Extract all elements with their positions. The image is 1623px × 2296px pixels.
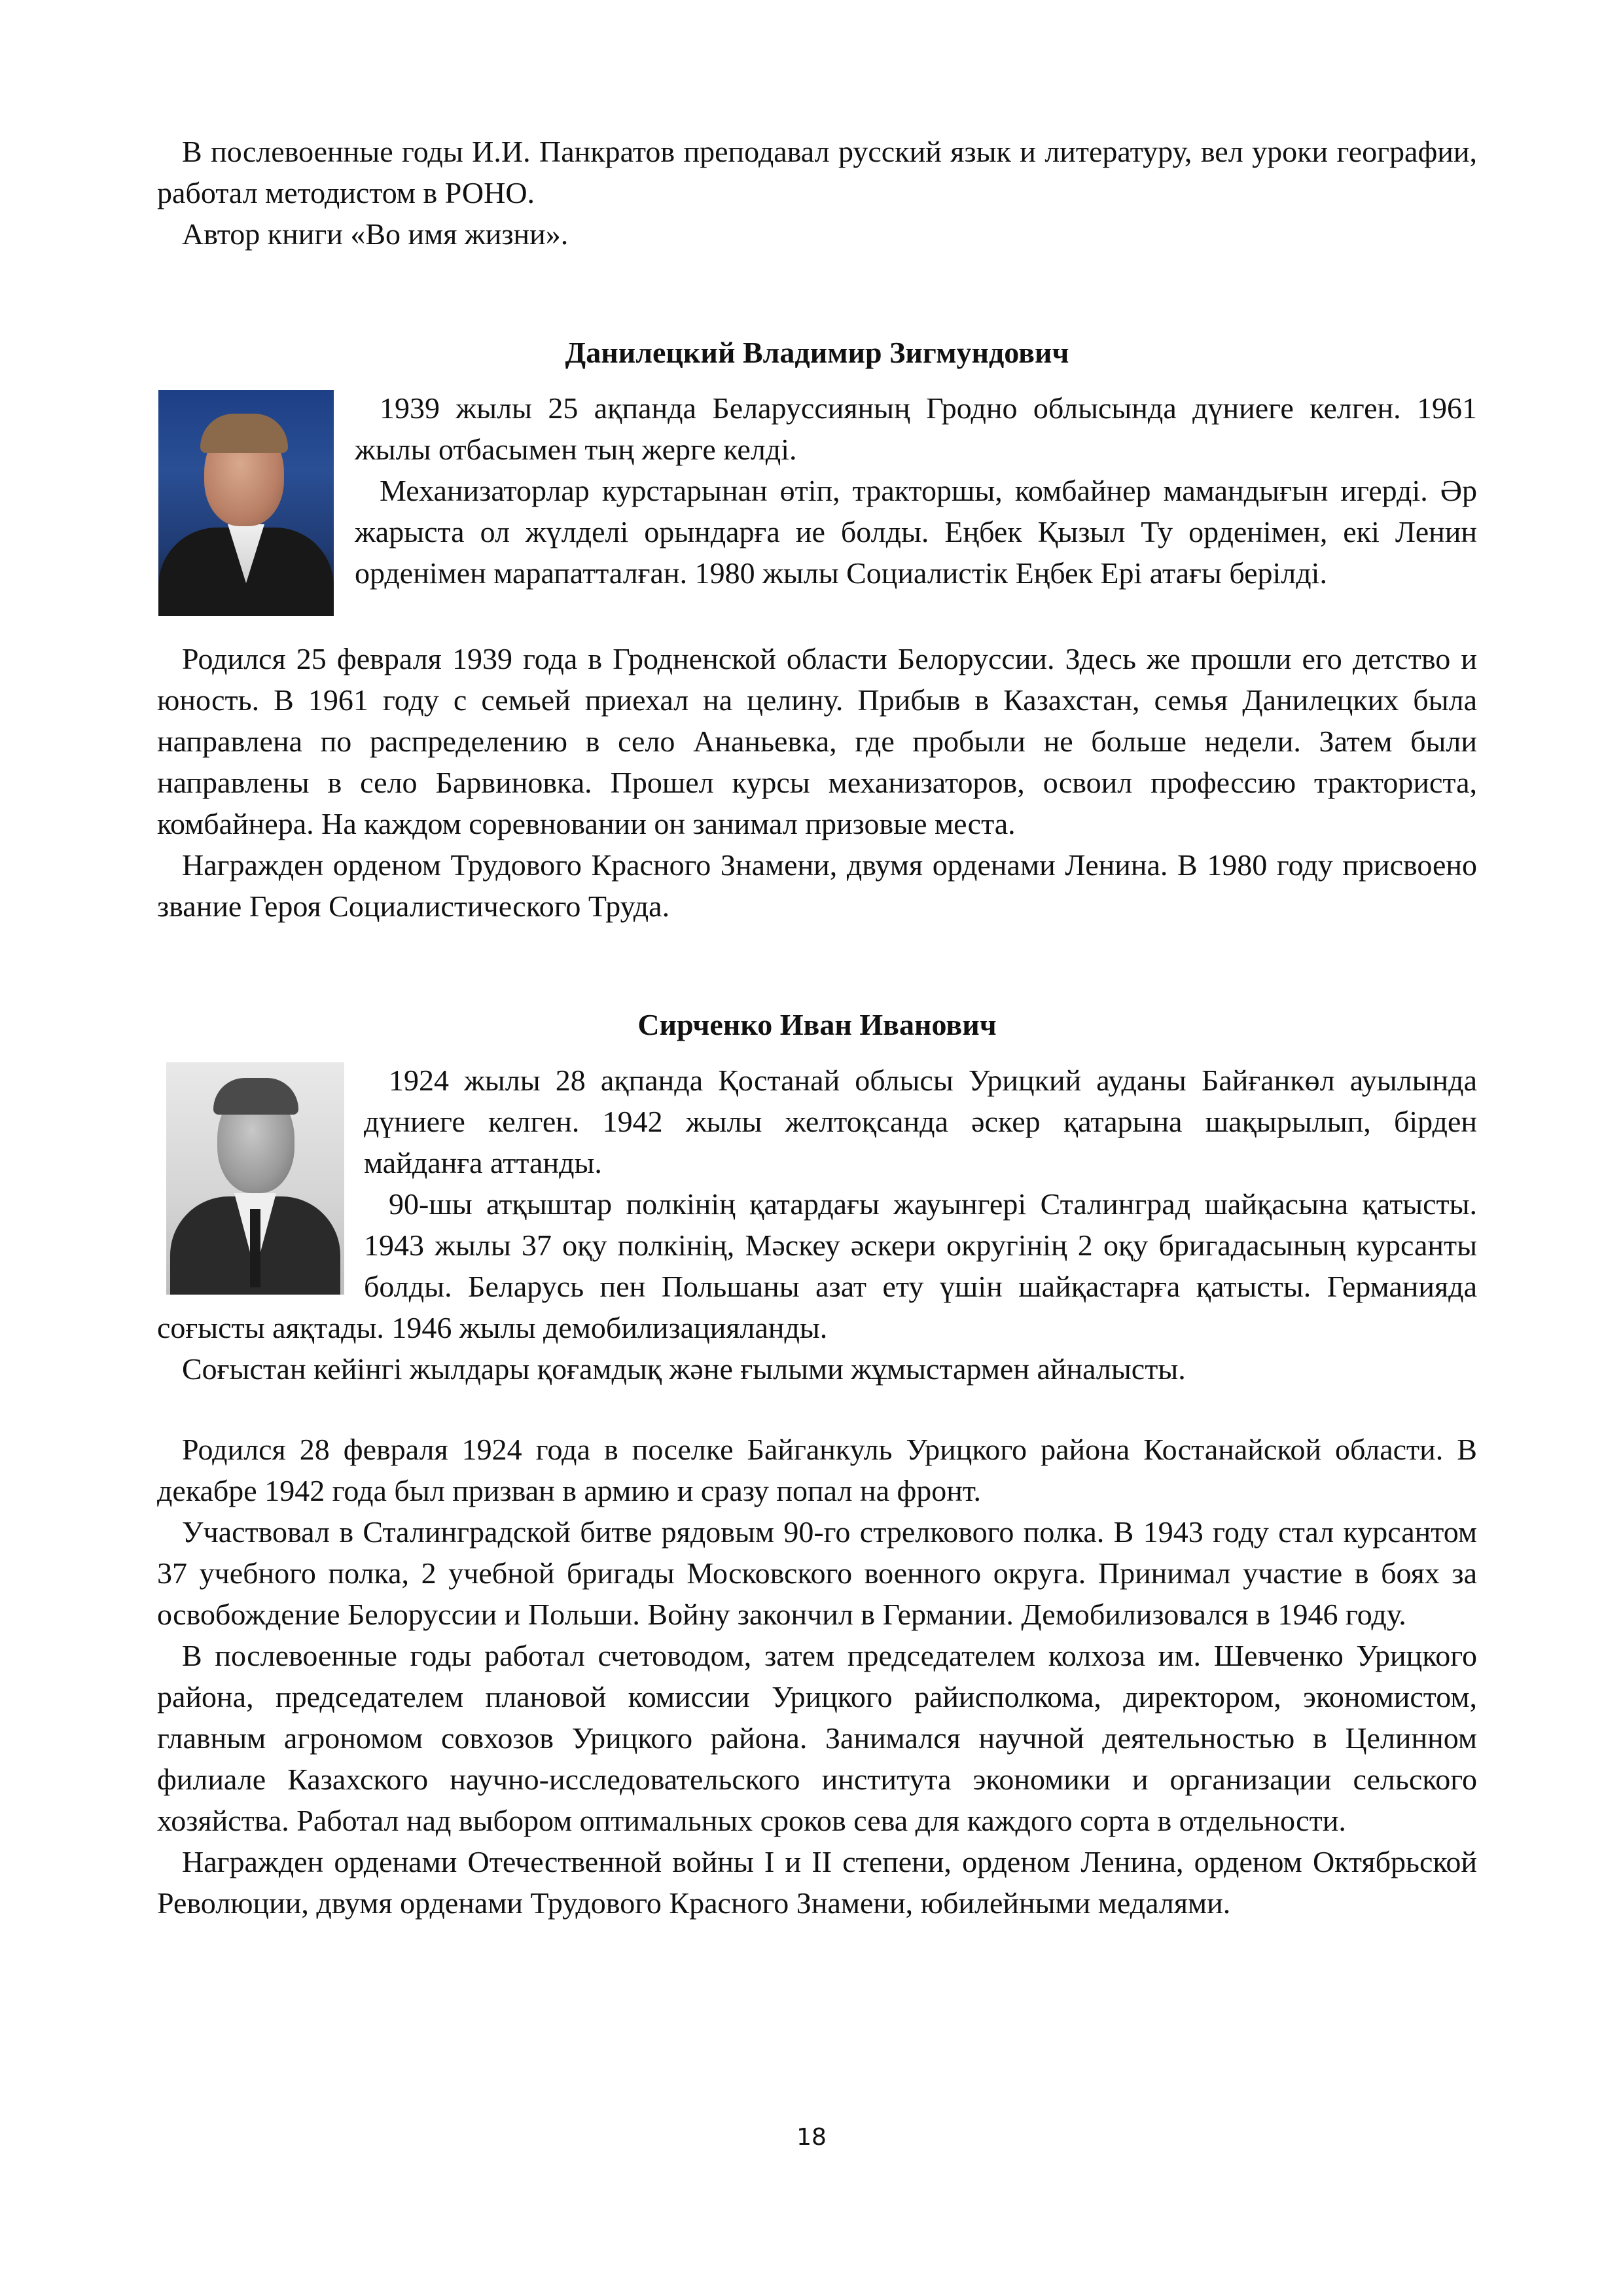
intro-paragraph-1: В послевоенные годы И.И. Панкратов преподавал русский язык и литературу, вел уроки географии, работал методистом в РОНО. <box>157 135 1477 209</box>
ru-paragraph-4: Награжден орденами Отечественной войны I и II степени, орденом Ленина, орденом Октябрьской Революции, двумя орденами Трудового Красного Знамени, юбилейными медалями. <box>157 1845 1477 1920</box>
person-heading-sirchenko: Сирченко Иван Иванович <box>637 1008 997 1041</box>
document-page <box>157 131 1477 1924</box>
kz-paragraph-1: 1939 жылы 25 ақпанда Беларуссияның Гродно облысында дүниеге келген. 1961 жылы отбасымен тың жерге келді. <box>355 391 1477 466</box>
ru-paragraph-2: Награжден орденом Трудового Красного Знамени, двумя орденами Ленина. В 1980 году присвоено звание Героя Социалистического Труда. <box>157 848 1477 923</box>
portrait-photo-danilecky <box>158 390 334 616</box>
bio-section-sirchenko <box>157 1060 1477 1390</box>
ru-paragraph-3: В послевоенные годы работал счетоводом, затем председателем колхоза им. Шевченко Урицкого района, председателем плановой комиссии Урицкого райисполкома, директором, экономистом, главным агрономом совхозов Урицкого района. Занимался научной деятельностью в Целинном филиале Казахского научно-исследовательского института экономики и организации сельского хозяйства. Работал над выбором оптимальных сроков сева для каждого сорта в отдельности. <box>157 1639 1477 1837</box>
kz-paragraph-2: Механизаторлар курстарынан өтіп, тракторшы, комбайнер мамандығын игерді. Әр жарыста ол жүлделі орындарға ие болды. Еңбек Қызыл Ту орденімен, екі Ленин орденімен марапатталған. 1980 жылы Социалистік Еңбек Ері атағы берілді. <box>355 474 1477 590</box>
page-number: 18 <box>796 2124 827 2151</box>
kz-paragraph-2: 90-шы атқыштар полкінің қатардағы жауынгері Сталинград шайқасына қатысты. 1943 жылы 37 оқу полкінің, Мәскеу әскери округінің 2 оқу бригадасының курсанты болды. Беларусь пен Польшаны азат ету үшін шайқастарға қатысты. Германияда соғысты аяқтады. 1946 жылы демобилизацияланды. <box>157 1187 1477 1344</box>
kz-paragraph-3: Соғыстан кейінгі жылдары қоғамдық және ғылыми жұмыстармен айналысты. <box>182 1352 1186 1386</box>
ru-paragraph-1: Родился 28 февраля 1924 года в поселке Байганкуль Урицкого района Костанайской области. В декабре 1942 года был призван в армию и сразу попал на фронт. <box>157 1433 1477 1507</box>
kz-paragraph-1: 1924 жылы 28 ақпанда Қостанай облысы Урицкий ауданы Байғанкөл ауылында дүниеге келген. 1942 жылы желтоқсанда әскер қатарына шақырылып, бірден майданға аттанды. <box>364 1064 1477 1179</box>
intro-paragraph-2: Автор книги «Во имя жизни». <box>182 217 569 251</box>
portrait-photo-sirchenko <box>166 1062 344 1295</box>
ru-paragraph-1: Родился 25 февраля 1939 года в Гродненской области Белоруссии. Здесь же прошли его детство и юность. В 1961 году с семьей приехал на целину. Прибыв в Казахстан, семья Данилецких была направлена по распределению в село Ананьевка, где пробыли не больше недели. Затем были направлены в село Барвиновка. Прошел курсы механизаторов, освоил профессию тракториста, комбайнера. На каждом соревновании он занимал призовые места. <box>157 642 1477 840</box>
person-heading-danilecky: Данилецкий Владимир Зигмундович <box>565 336 1069 369</box>
bio-section-danilecky <box>157 387 1477 622</box>
ru-paragraph-2: Участвовал в Сталинградской битве рядовым 90-го стрелкового полка. В 1943 году стал курсантом 37 учебного полка, 2 учебной бригады Московского военного округа. Принимал участие в боях за освобождение Белоруссии и Польши. Войну закончил в Германии. Демобилизовался в 1946 году. <box>157 1515 1477 1631</box>
